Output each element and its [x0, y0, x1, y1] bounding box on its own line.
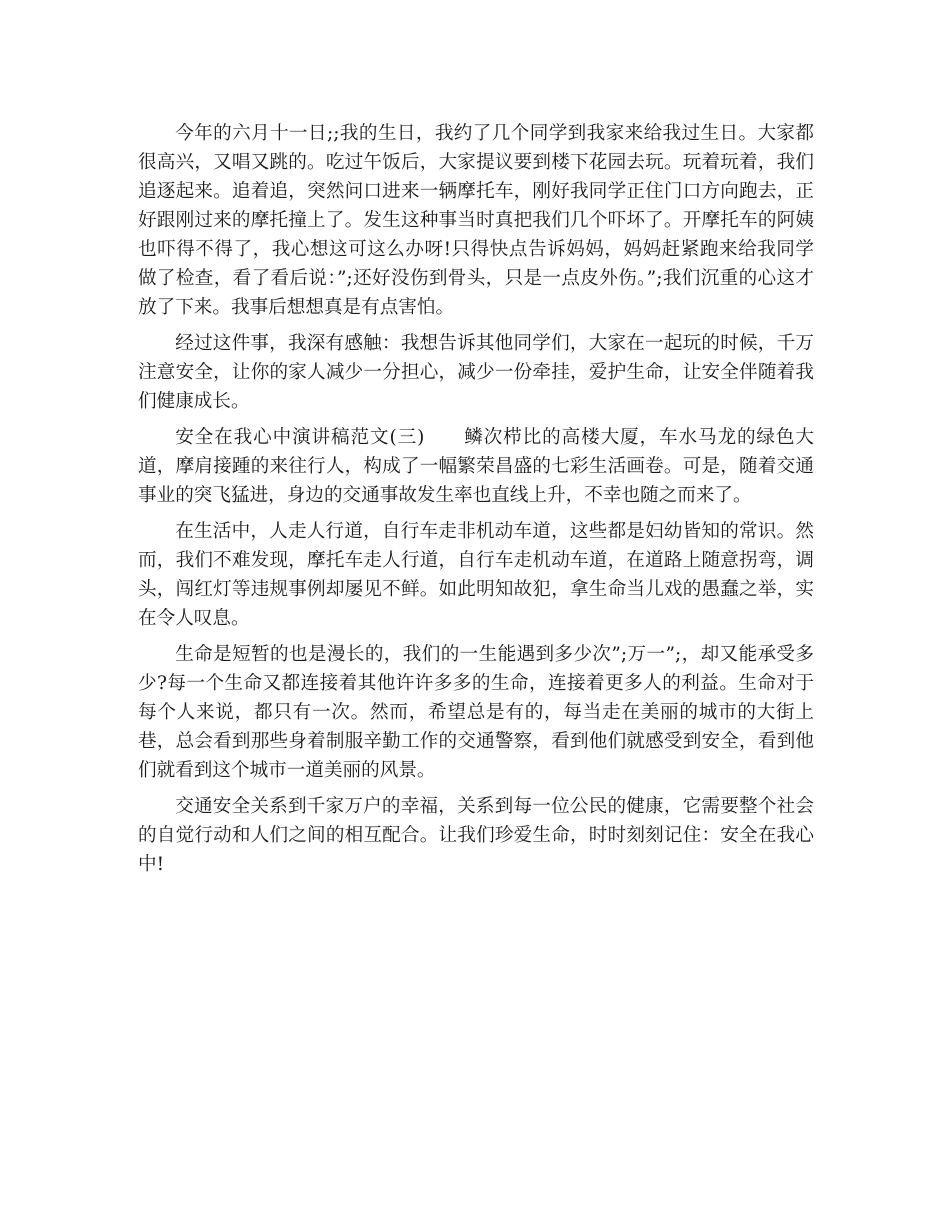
- document-body: [138, 119, 814, 886]
- paragraph-reflection: 经过这件事，我深有感触：我想告诉其他同学们，大家在一起玩的时候，千万注意安全，让你的家人减少一分担心，减少一份牵挂，爱护生命，让安全伴随着我们健康成长。: [138, 333, 814, 412]
- paragraph-conclusion: 交通安全关系到千家万户的幸福，关系到每一位公民的健康，它需要整个社会的自觉行动和人们之间的相互配合。让我们珍爱生命，时时刻刻记住：安全在我心中!: [138, 796, 814, 875]
- paragraph-traffic-rules: 在生活中，人走人行道，自行车走非机动车道，这些都是妇幼皆知的常识。然而，我们不难发现，摩托车走人行道，自行车走机动车道，在道路上随意拐弯，调头，闯红灯等违规事例却屡见不鲜。如此明知故犯，拿生命当儿戏的愚蠢之举，实在令人叹息。: [138, 521, 814, 629]
- paragraph-speech-three-intro: 安全在我心中演讲稿范文(三) 鳞次栉比的高楼大厦，车水马龙的绿色大道，摩肩接踵的来往行人，构成了一幅繁荣昌盛的七彩生活画卷。可是，随着交通事业的突飞猛进，身边的交通事故发生率也直线上升，不幸也随之而来了。: [138, 427, 814, 506]
- paragraph-life-value: 生命是短暂的也是漫长的，我们的一生能遇到多少次”;万一”;，却又能承受多少?每一个生命又都连接着其他许许多多的生命，连接着更多人的利益。生命对于每个人来说，都只有一次。然而，希望总是有的，每当走在美丽的城市的大街上巷，总会看到那些身着制服辛勤工作的交通警察，看到他们就感受到安全，看到他们就看到这个城市一道美丽的风景。: [138, 644, 814, 781]
- paragraph-birthday-accident: 今年的六月十一日;;我的生日，我约了几个同学到我家来给我过生日。大家都很高兴，又唱又跳的。吃过午饭后，大家提议要到楼下花园去玩。玩着玩着，我们追逐起来。追着追，突然问口进来一辆摩托车，刚好我同学正住门口方向跑去，正好跟刚过来的摩托撞上了。发生这种事当时真把我们几个吓坏了。开摩托车的阿姨也吓得不得了，我心想这可这么办呀!只得快点告诉妈妈，妈妈赶紧跑来给我同学做了检查，看了看后说：”;还好没伤到骨头，只是一点皮外伤。”;我们沉重的心这才放了下来。我事后想想真是有点害怕。: [138, 123, 814, 318]
